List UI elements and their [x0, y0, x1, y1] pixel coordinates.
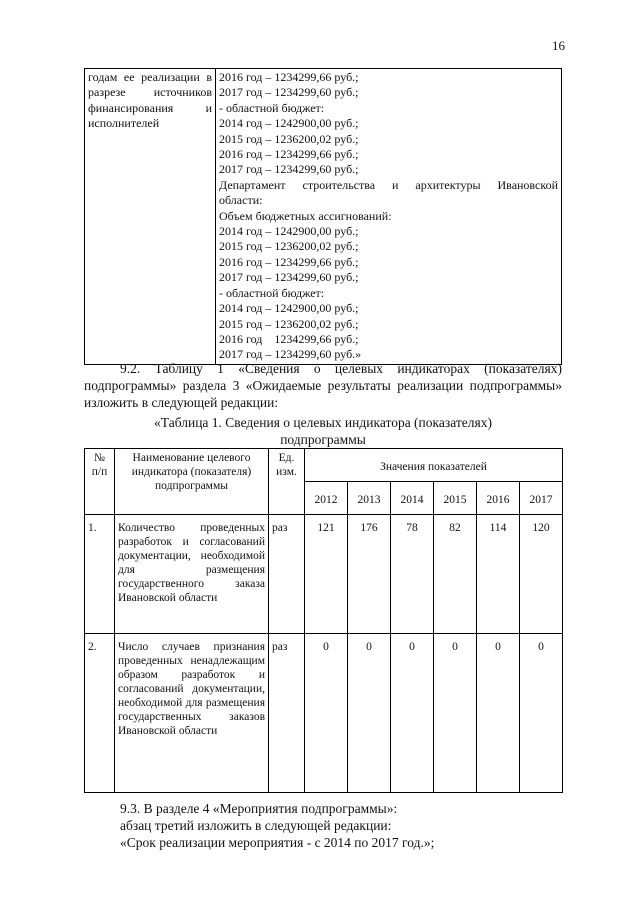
header-year: 2012 — [305, 482, 348, 515]
row-value: 120 — [520, 515, 563, 634]
financing-line: - областной бюджет: — [219, 285, 325, 300]
row-value: 82 — [434, 515, 477, 634]
row-value: 78 — [391, 515, 434, 634]
financing-line: 2015 год – 1236200,02 руб.; — [219, 131, 359, 146]
row-num: 1. — [85, 515, 115, 634]
page-number: 16 — [552, 38, 565, 53]
row-unit: раз — [269, 515, 305, 634]
table-row — [85, 515, 563, 634]
financing-line: 2016 год – 1234299,66 руб.; — [219, 147, 359, 162]
row-value: 114 — [477, 515, 520, 634]
row-value: 0 — [520, 634, 563, 793]
paragraph-line: абзац третий изложить в следующей редакции: — [120, 818, 392, 833]
header-year: 2015 — [434, 482, 477, 515]
financing-line: 2017 год – 1234299,60 руб.» — [219, 347, 362, 362]
financing-line: 2016 год – 1234299,66 руб.; — [219, 70, 359, 84]
header-num: № п/п — [85, 449, 115, 515]
table-caption-line: «Таблица 1. Сведения о целевых индикатора (показателях) — [154, 415, 492, 430]
financing-line: 2017 год – 1234299,60 руб.; — [219, 270, 359, 285]
passport-table — [84, 68, 562, 365]
indicator-table — [84, 448, 563, 793]
row-value: 176 — [348, 515, 391, 634]
header-year: 2014 — [391, 482, 434, 515]
paragraph-9-3 — [120, 800, 580, 851]
table-caption — [84, 414, 562, 448]
paragraph-9-2: 9.2. Таблицу 1 «Сведения о целевых индикаторах (показателях) подпрограммы» раздела 3 «Ожидаемые результаты реализации подпрограммы» изложить в следующей редакции: — [84, 361, 562, 410]
row-value: 0 — [305, 634, 348, 793]
row-name-last: Ивановской области — [118, 725, 218, 737]
paragraph-line: «Срок реализации мероприятия - с 2014 по 2017 год.»; — [120, 835, 435, 850]
row-value: 0 — [348, 634, 391, 793]
row-value: 0 — [434, 634, 477, 793]
financing-line: 2014 год – 1242900,00 руб.; — [219, 301, 359, 316]
financing-line: Объем бюджетных ассигнований: — [219, 208, 392, 223]
header-unit: Ед. изм. — [269, 449, 305, 515]
row-name-text: Число случаев признания проведенных ненадлежащим образом разработок и согласований документации, необходимой для размещения государственных заказов — [118, 641, 265, 723]
header-name: Наименование целевого индикатора (показателя) подпрограммы — [115, 449, 269, 515]
financing-line: 2015 год – 1236200,02 руб.; — [219, 316, 359, 331]
financing-line: 2016 год 1234299,66 руб.; — [219, 331, 359, 346]
row-num: 2. — [85, 634, 115, 793]
financing-line: 2015 год – 1236200,02 руб.; — [219, 239, 359, 254]
financing-line: - областной бюджет: — [219, 100, 325, 115]
passport-label: годам ее реализации в разрезе источников финансирования и исполнителей — [85, 69, 216, 365]
header-year: 2017 — [520, 482, 563, 515]
row-value: 0 — [477, 634, 520, 793]
row-value: 0 — [391, 634, 434, 793]
table-caption-line: подпрограммы — [280, 432, 366, 447]
header-year: 2013 — [348, 482, 391, 515]
financing-line: 2014 год – 1242900,00 руб.; — [219, 224, 359, 239]
financing-line: 2016 год – 1234299,66 руб.; — [219, 254, 359, 269]
header-year: 2016 — [477, 482, 520, 515]
financing-line: области: — [219, 193, 263, 208]
financing-line: 2017 год – 1234299,60 руб.; — [219, 162, 359, 177]
row-unit: раз — [269, 634, 305, 793]
financing-line: 2014 год – 1242900,00 руб.; — [219, 116, 359, 131]
table-row — [85, 634, 563, 793]
header-values: Значения показателей — [305, 449, 563, 482]
financing-line: Департамент строительства и архитектуры Ивановской — [219, 177, 558, 192]
row-name-text: Количество проведенных разработок и согласований документации, необходимой для размещения государственного заказа — [118, 522, 265, 590]
row-name-last: Ивановской области — [118, 592, 218, 604]
row-value: 121 — [305, 515, 348, 634]
financing-line: 2017 год – 1234299,60 руб.; — [219, 85, 359, 100]
row-name — [115, 634, 269, 793]
passport-financing — [216, 69, 562, 365]
paragraph-line: 9.3. В разделе 4 «Мероприятия подпрограммы»: — [120, 801, 398, 816]
row-name — [115, 515, 269, 634]
